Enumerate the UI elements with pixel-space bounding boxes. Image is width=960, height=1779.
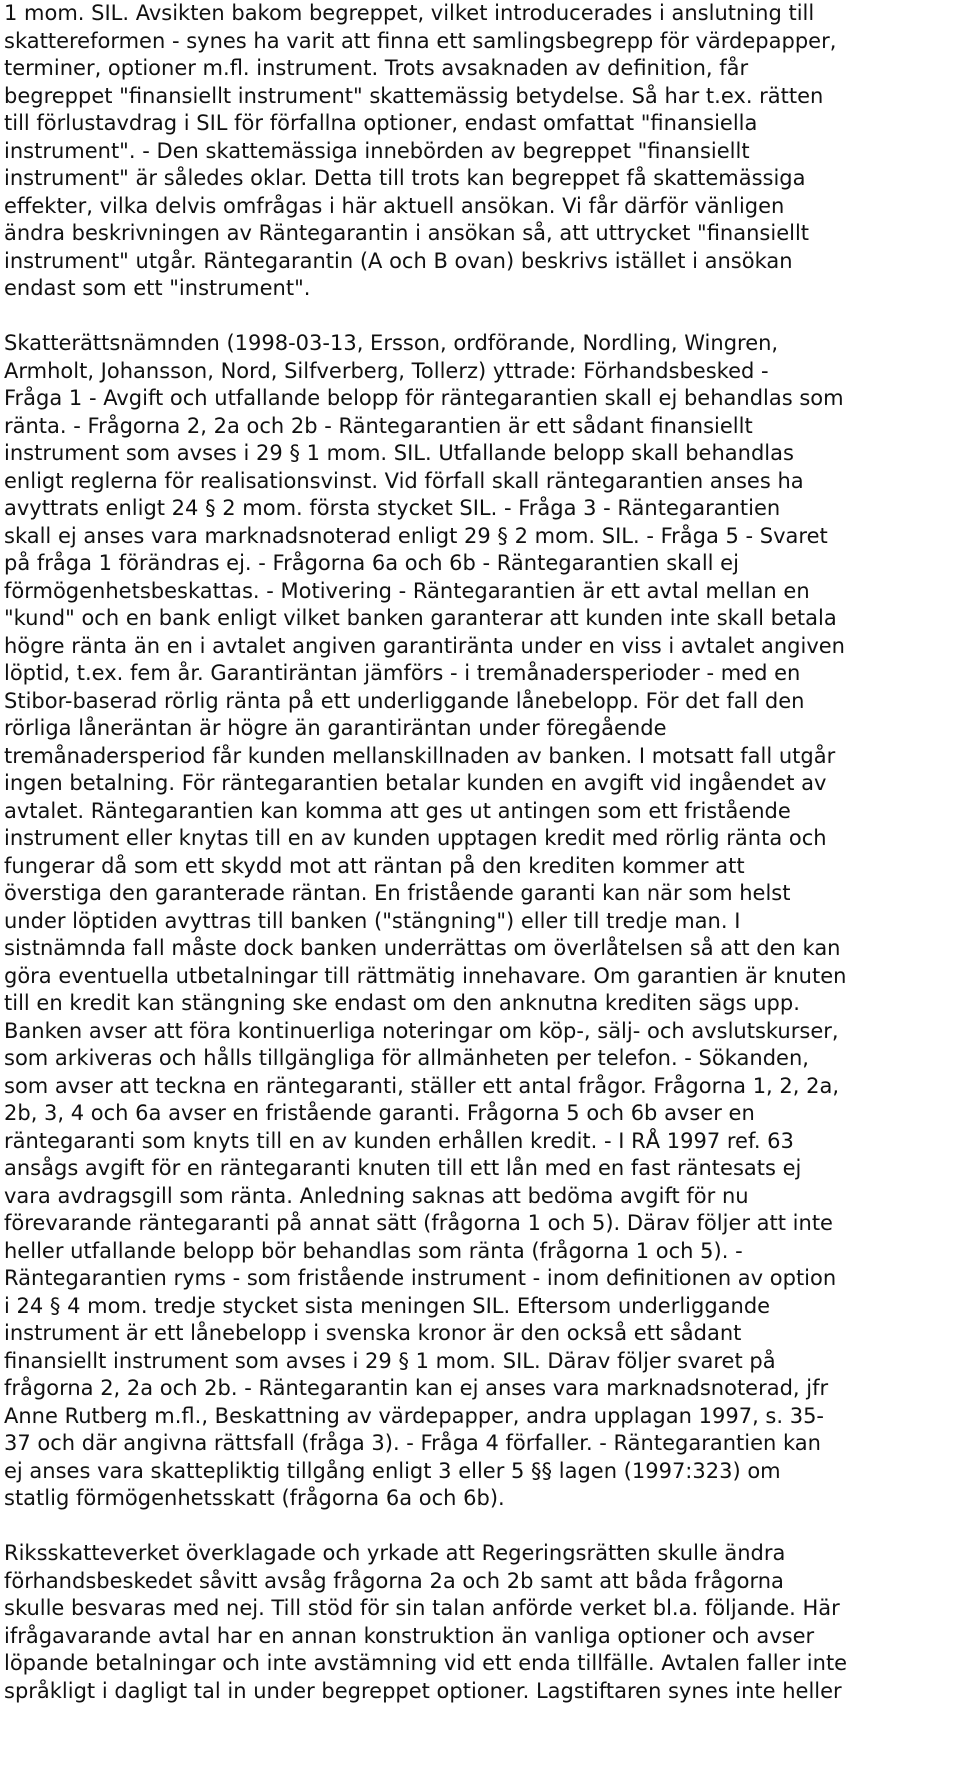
document-page [4, 0, 956, 1705]
paragraph-riksskatteverket: Riksskatteverket överklagade och yrkade att Regeringsrätten skulle ändra förhandsbeskedet såvitt avsåg frågorna 2a och 2b samt att båda frågorna skulle besvaras med nej. Till stöd för sin talan anförde verket bl.a. följande. Här ifrågavarande avtal har en annan konstruktion än vanliga optioner och avser löpande betalningar och inte avstämning vid ett enda tillfälle. Avtalen faller inte språkligt i dagligt tal in under begreppet optioner. Lagstiftaren synes inte heller [4, 1541, 848, 1703]
paragraph-intro: 1 mom. SIL. Avsikten bakom begreppet, vilket introducerades i anslutning till skattereformen - synes ha varit att finna ett samlingsbegrepp för värdepapper, terminer, optioner m.fl. instrument. Trots avsaknaden av definition, får begreppet "finansiellt instrument" skattemässig betydelse. Så har t.ex. rätten till förlustavdrag i SIL för förfallna optioner, endast omfattat "finansiella instrument". - Den skattemässiga innebörden av begreppet "finansiellt instrument" är således oklar. Detta till trots kan begreppet få skattemässiga effekter, vilka delvis omfrågas i här aktuell ansökan. Vi får därför vänligen ändra beskrivningen av Räntegarantin i ansökan så, att uttrycket "finansiellt instrument" utgår. Räntegarantin (A och B ovan) beskrivs istället i ansökan endast som ett "instrument". [4, 1, 837, 300]
paragraph-spacer [4, 303, 956, 331]
paragraph-skatteratsnamnden: Skatterättsnämnden (1998-03-13, Ersson, ordförande, Nordling, Wingren, Armholt, Johansson, Nord, Silfverberg, Tollerz) yttrade: Förhandsbesked - Fråga 1 - Avgift och utfallande belopp för räntegarantien skall ej behandlas som ränta. - Frågorna 2, 2a och 2b - Räntegarantien är ett sådant finansiellt instrument som avses i 29 § 1 mom. SIL. Utfallande belopp skall behandlas enligt reglerna för realisationsvinst. Vid förfall skall räntegarantien anses ha avyttrats enligt 24 § 2 mom. första stycket SIL. - Fråga 3 - Räntegarantien skall ej anses vara marknadsnoterad enligt 29 § 2 mom. SIL. - Fråga 5 - Svaret på fråga 1 förändras ej. - Frågorna 6a och 6b - Räntegarantien skall ej förmögenhetsbeskattas. - Motivering - Räntegarantien är ett avtal mellan en "kund" och en bank enligt vilket banken garanterar att kunden inte skall betala högre ränta än en i avtalet angiven garantiränta under en viss i avtalet angiven löptid, t.ex. fem år. Garantiräntan jämförs - i tremånadersperioder - med en Stibor-baserad rörlig ränta på ett underliggande lånebelopp. För det fall den rörliga låneräntan är högre än garantiräntan under föregående tremånadersperiod får kunden mellanskillnaden av banken. I motsatt fall utgår ingen betalning. För räntegarantien betalar kunden en avgift vid ingåendet av avtalet. Räntegarantien kan komma att ges ut antingen som ett fristående instrument eller knytas till en av kunden upptagen kredit med rörlig ränta och fungerar då som ett skydd mot att räntan på den krediten kommer att överstiga den garanterade räntan. En fristående garanti kan när som helst under löptiden avyttras till banken ("stängning") eller till tredje man. I sistnämnda fall måste dock banken underrättas om överlåtelsen så att den kan göra eventuella utbetalningar till rättmätig innehavare. Om garantien är knuten till en kredit kan stängning ske endast om den anknutna krediten sägs upp. Banken avser att föra kontinuerliga noteringar om köp-, sälj- och avslutskurser, som arkiveras och hålls tillgängliga för allmänheten per telefon. - Sökanden, som avser att teckna en räntegaranti, ställer ett antal frågor. Frågorna 1, 2, 2a, 2b, 3, 4 och 6a avser en fristående garanti. Frågorna 5 och 6b avser en räntegaranti som knyts till en av kunden erhållen kredit. - I RÅ 1997 ref. 63 ansågs avgift för en räntegaranti knuten till ett lån med en fast räntesats ej vara avdragsgill som ränta. Anledning saknas att bedöma avgift för nu förevarande räntegaranti på annat sätt (frågorna 1 och 5). Därav följer att inte heller utfallande belopp bör behandlas som ränta (frågorna 1 och 5). - Räntegarantien ryms - som fristående instrument - inom definitionen av option i 24 § 4 mom. tredje stycket sista meningen SIL. Eftersom underliggande instrument är ett lånebelopp i svenska kronor är den också ett sådant finansiellt instrument som avses i 29 § 1 mom. SIL. Därav följer svaret på frågorna 2, 2a och 2b. - Räntegarantin kan ej anses vara marknadsnoterad, jfr Anne Rutberg m.fl., Beskattning av värdepapper, andra upplagan 1997, s. 35- 37 och där angivna rättsfall (fråga 3). - Fråga 4 förfaller. - Räntegarantien kan ej anses vara skattepliktig tillgång enligt 3 eller 5 §§ lagen (1997:323) om statlig förmögenhetsskatt (frågorna 6a och 6b). [4, 331, 847, 1510]
paragraph-spacer [4, 1513, 956, 1541]
